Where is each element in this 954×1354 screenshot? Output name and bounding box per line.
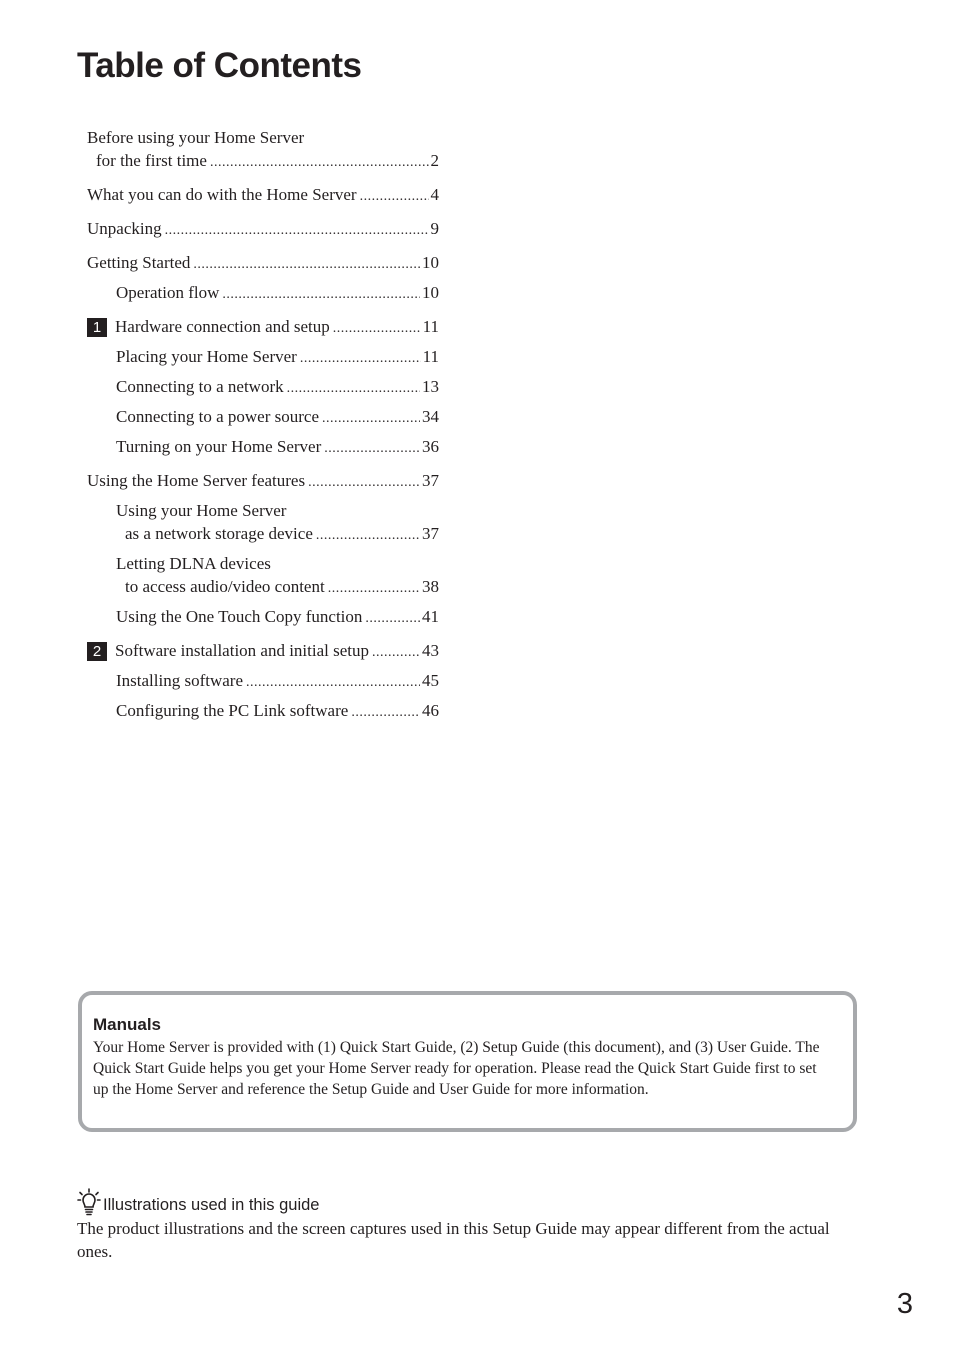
toc-page-number: 10 <box>422 283 439 302</box>
toc-entry-hardware-connection[interactable] <box>87 315 439 340</box>
toc-entry-network-storage[interactable] <box>87 499 439 547</box>
toc-entry-label: What you can do with the Home Server <box>87 185 357 204</box>
manuals-title: Manuals <box>93 1015 162 1034</box>
dot-leader <box>351 701 420 724</box>
toc-entry-placing[interactable] <box>87 345 439 370</box>
toc-entry-software-installation[interactable] <box>87 639 439 664</box>
toc-page-number: 11 <box>422 317 439 336</box>
page-number: 3 <box>896 1288 913 1320</box>
step-number-badge: 1 <box>87 318 107 337</box>
toc-entry-label: Software installation and initial setup <box>115 641 370 660</box>
toc-page-number: 45 <box>422 671 439 690</box>
hint-heading-label: Illustrations used in this guide <box>103 1196 320 1214</box>
toc-entry-pc-link[interactable] <box>87 699 439 724</box>
toc-entry-unpacking[interactable] <box>87 217 439 242</box>
dot-leader <box>324 437 420 460</box>
toc-entry-label: Connecting to a network <box>116 377 284 396</box>
toc-page-number: 36 <box>422 437 439 456</box>
toc-page-number: 38 <box>422 577 439 596</box>
toc-page-number: 37 <box>422 471 439 490</box>
toc-entry-label: as a network storage device <box>125 524 313 543</box>
dot-leader <box>165 219 429 242</box>
toc-entry-label: for the first time <box>96 151 207 170</box>
dot-leader <box>360 185 429 208</box>
dot-leader <box>316 524 420 547</box>
toc-entry-label: Unpacking <box>87 219 162 238</box>
toc-entry-operation-flow[interactable] <box>87 281 439 306</box>
hint-text: The product illustrations and the screen captures used in this Setup Guide may appear different from the actual ones. <box>77 1219 830 1261</box>
toc-entry-getting-started[interactable] <box>87 251 439 276</box>
toc-entry-label: Using your Home Server <box>116 501 287 520</box>
toc-entry-dlna[interactable] <box>87 552 439 600</box>
toc-entry-label: Letting DLNA devices <box>116 554 271 573</box>
dot-leader <box>365 607 420 630</box>
toc-entry-label: to access audio/video content <box>125 577 325 596</box>
dot-leader <box>287 377 420 400</box>
dot-leader <box>372 641 420 664</box>
toc-page-number: 46 <box>422 701 439 720</box>
toc-entry-label: Operation flow <box>116 283 220 302</box>
toc-entry-label: Placing your Home Server <box>116 347 297 366</box>
dot-leader <box>308 471 420 494</box>
table-of-contents <box>87 126 439 724</box>
toc-page-number: 43 <box>422 641 439 660</box>
toc-entry-power[interactable] <box>87 405 439 430</box>
toc-entry-label: Using the Home Server features <box>87 471 306 490</box>
toc-page-number: 34 <box>422 407 439 426</box>
toc-entry-one-touch-copy[interactable] <box>87 605 439 630</box>
toc-page-number: 9 <box>430 219 439 238</box>
toc-entry-label: Connecting to a power source <box>116 407 319 426</box>
toc-page-number: 2 <box>430 151 439 170</box>
toc-entry-network[interactable] <box>87 375 439 400</box>
toc-entry-what-you-can-do[interactable] <box>87 183 439 208</box>
dot-leader <box>322 407 420 430</box>
toc-entry-turning-on[interactable] <box>87 435 439 460</box>
toc-entry-label: Installing software <box>116 671 243 690</box>
dot-leader <box>246 671 420 694</box>
toc-entry-label: Configuring the PC Link software <box>116 701 349 720</box>
toc-page-number: 13 <box>422 377 439 396</box>
manuals-text: Your Home Server is provided with (1) Quick Start Guide, (2) Setup Guide (this document), and (3) User Guide. The Quick Start Guide helps you get your Home Server ready for operation. Please read the Quick Start Guide first to set up the Home Server and reference the Setup Guide and User Guide for more information. <box>93 1039 820 1098</box>
toc-page-number: 37 <box>422 524 439 543</box>
hint-heading <box>77 1188 319 1216</box>
toc-entry-label: Using the One Touch Copy function <box>116 607 363 626</box>
page-title: Table of Contents <box>77 46 362 85</box>
dot-leader <box>333 317 421 340</box>
toc-entry-label: Turning on your Home Server <box>116 437 322 456</box>
dot-leader <box>222 283 420 306</box>
step-number-badge: 2 <box>87 642 107 661</box>
toc-entry-before-using[interactable] <box>87 126 439 174</box>
dot-leader <box>300 347 421 370</box>
dot-leader <box>193 253 420 276</box>
lightbulb-hint-icon <box>77 1188 101 1216</box>
toc-entry-using-features[interactable] <box>87 469 439 494</box>
toc-page-number: 11 <box>422 347 439 366</box>
dot-leader <box>210 151 429 174</box>
toc-entry-label: Hardware connection and setup <box>115 317 330 336</box>
toc-entry-label: Getting Started <box>87 253 191 272</box>
toc-page-number: 41 <box>422 607 439 626</box>
manuals-note-box <box>78 991 857 1132</box>
toc-entry-installing-software[interactable] <box>87 669 439 694</box>
dot-leader <box>328 577 420 600</box>
toc-entry-label: Before using your Home Server <box>87 128 305 147</box>
toc-page-number: 4 <box>430 185 439 204</box>
toc-page-number: 10 <box>422 253 439 272</box>
